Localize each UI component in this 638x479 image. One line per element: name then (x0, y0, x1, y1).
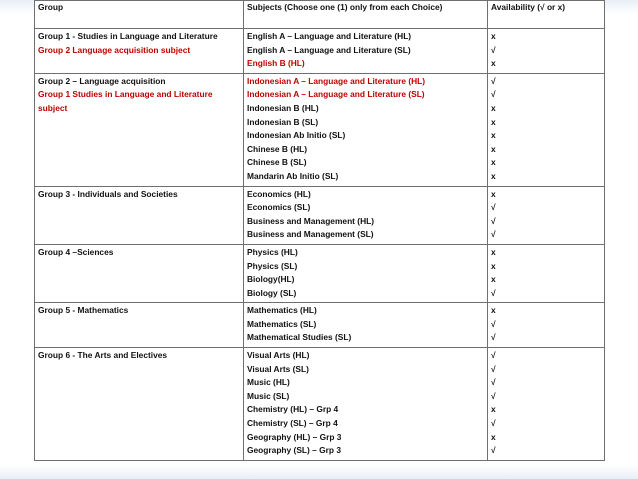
subject-item: Mathematical Studies (SL) (247, 332, 352, 343)
group-cell (35, 348, 244, 461)
table-row (35, 244, 605, 302)
available-check-mark: √ (491, 215, 496, 226)
subject-item: Mathematics (HL) (247, 305, 317, 316)
unavailable-mark: x (491, 246, 496, 257)
available-check-mark: √ (491, 229, 496, 240)
group-cell (35, 29, 244, 74)
available-check-mark: √ (491, 390, 496, 401)
available-check-mark: √ (491, 287, 496, 298)
unavailable-mark: x (491, 431, 496, 442)
available-check-mark: √ (491, 318, 496, 329)
group-label: Group 2 – Language acquisition (38, 75, 166, 86)
group-label: Group 4 –Sciences (38, 246, 114, 257)
header-availability: Availability (√ or x) (488, 1, 605, 29)
subject-item: Biology (SL) (247, 287, 297, 298)
availability-cell (488, 348, 605, 461)
subject-item: Mandarin Ab Initio (SL) (247, 170, 339, 181)
available-check-mark: √ (491, 44, 496, 55)
subject-item: Mathematics (SL) (247, 318, 317, 329)
subject-item: Indonesian B (SL) (247, 116, 319, 127)
group-label: Group 3 - Individuals and Societies (38, 188, 178, 199)
table-row (35, 186, 605, 244)
subject-item: Geography (SL) – Grp 3 (247, 445, 342, 456)
table-row (35, 73, 605, 186)
unavailable-mark: x (491, 116, 496, 127)
unavailable-mark: x (491, 170, 496, 181)
group-label: Group 1 Studies in Language and Literature subject (38, 89, 213, 113)
header-row (35, 1, 605, 29)
subject-item: Indonesian Ab Initio (SL) (247, 130, 346, 141)
subject-item: Economics (HL) (247, 188, 311, 199)
subject-availability-table (34, 0, 605, 461)
subject-item: Visual Arts (SL) (247, 363, 309, 374)
availability-cell (488, 303, 605, 348)
table-row (35, 29, 605, 74)
unavailable-mark: x (491, 305, 496, 316)
subject-item: Indonesian B (HL) (247, 102, 319, 113)
available-check-mark: √ (491, 332, 496, 343)
table-body (35, 29, 605, 461)
subject-item: Physics (HL) (247, 246, 298, 257)
subject-item: Business and Management (HL) (247, 215, 375, 226)
group-cell (35, 244, 244, 302)
subject-item: Chemistry (HL) – Grp 4 (247, 404, 339, 415)
available-check-mark: √ (491, 363, 496, 374)
subject-item: Chinese B (SL) (247, 157, 307, 168)
group-cell (35, 186, 244, 244)
subjects-cell (244, 303, 488, 348)
table-row (35, 303, 605, 348)
subject-item: Economics (SL) (247, 202, 311, 213)
unavailable-mark: x (491, 130, 496, 141)
available-check-mark: √ (491, 445, 496, 456)
unavailable-mark: x (491, 31, 496, 41)
subject-item: Chinese B (HL) (247, 143, 308, 154)
availability-cell (488, 29, 605, 74)
group-label: Group 5 - Mathematics (38, 305, 129, 316)
group-label: Group 2 Language acquisition subject (38, 44, 191, 55)
subjects-cell (244, 348, 488, 461)
available-check-mark: √ (491, 418, 496, 429)
unavailable-mark: x (491, 188, 496, 199)
unavailable-mark: x (491, 404, 496, 415)
header-group: Group (35, 1, 244, 29)
group-label: Group 6 - The Arts and Electives (38, 350, 168, 361)
availability-cell (488, 244, 605, 302)
available-check-mark: √ (491, 89, 496, 100)
subjects-cell (244, 244, 488, 302)
available-check-mark: √ (491, 75, 496, 86)
subject-item: English A – Language and Literature (SL) (247, 44, 411, 55)
subjects-cell (244, 186, 488, 244)
header-subjects: Subjects (Choose one (1) only from each Choice) (244, 1, 488, 29)
availability-cell (488, 73, 605, 186)
unavailable-mark: x (491, 143, 496, 154)
slide-bottom-border (0, 465, 638, 479)
subject-item: Chemistry (SL) – Grp 4 (247, 418, 338, 429)
subject-item: English A – Language and Literature (HL) (247, 31, 412, 41)
subjects-cell (244, 73, 488, 186)
unavailable-mark: x (491, 102, 496, 113)
available-check-mark: √ (491, 350, 496, 361)
subject-item: Business and Management (SL) (247, 229, 374, 240)
subject-item: English B (HL) (247, 58, 305, 69)
subject-item: Geography (HL) – Grp 3 (247, 431, 342, 442)
available-check-mark: √ (491, 377, 496, 388)
group-cell (35, 303, 244, 348)
available-check-mark: √ (491, 202, 496, 213)
availability-cell (488, 186, 605, 244)
unavailable-mark: x (491, 157, 496, 168)
subject-item: Biology(HL) (247, 274, 295, 285)
subjects-cell (244, 29, 488, 74)
subject-item: Physics (SL) (247, 260, 298, 271)
table-row (35, 348, 605, 461)
subject-item: Music (HL) (247, 377, 290, 388)
subject-item: Music (SL) (247, 390, 290, 401)
subject-item: Indonesian A – Language and Literature (SL) (247, 89, 425, 100)
group-cell (35, 73, 244, 186)
unavailable-mark: x (491, 260, 496, 271)
unavailable-mark: x (491, 274, 496, 285)
group-label: Group 1 - Studies in Language and Literature (38, 31, 218, 41)
subject-item: Indonesian A – Language and Literature (HL) (247, 75, 426, 86)
subject-item: Visual Arts (HL) (247, 350, 310, 361)
unavailable-mark: x (491, 58, 496, 69)
